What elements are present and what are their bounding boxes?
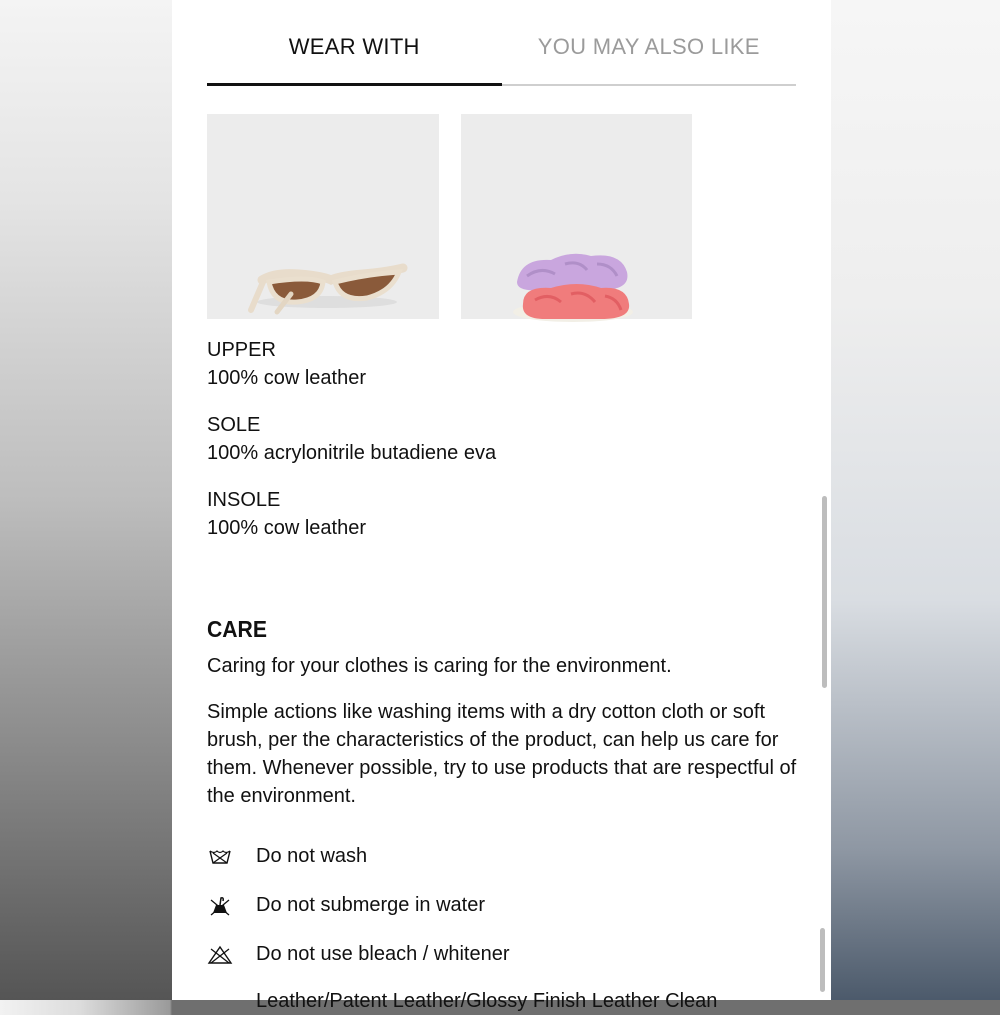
tab-wear-with[interactable] xyxy=(207,30,502,86)
care-intro: Caring for your clothes is caring for the environment. xyxy=(207,655,672,677)
care-item-label: Do not use bleach / whitener xyxy=(256,943,510,965)
care-item-do-not-submerge xyxy=(207,881,797,930)
composition-value: 100% acrylonitrile butadiene eva xyxy=(207,442,497,464)
related-tabs xyxy=(207,30,796,86)
care-item-label: Do not submerge in water xyxy=(256,894,486,916)
background-left xyxy=(0,0,172,1000)
product-card-scrunchies[interactable] xyxy=(461,114,692,319)
composition-section xyxy=(207,336,797,561)
scrollbar-thumb-secondary[interactable] xyxy=(820,928,825,992)
care-body: Simple actions like washing items with a dry cotton cloth or soft brush, per the characteristics of the product, can help us care for them. Whenever possible, try to use products that are respectful of the environment. xyxy=(207,701,797,807)
product-details-panel xyxy=(172,0,831,1012)
care-item-do-not-wash xyxy=(207,832,797,881)
product-card-sunglasses[interactable] xyxy=(207,114,439,319)
care-item-cut-off: Leather/Patent Leather/Glossy Finish Leather Clean xyxy=(256,990,718,1012)
care-instructions-list xyxy=(207,832,797,1012)
tab-wear-with-label: WEAR WITH xyxy=(288,34,420,59)
composition-value: 100% cow leather xyxy=(207,367,366,389)
do-not-wash-icon xyxy=(207,846,233,868)
do-not-bleach-icon xyxy=(207,944,233,966)
composition-insole xyxy=(207,486,797,542)
tab-you-may-also-like[interactable] xyxy=(502,30,797,86)
product-thumbnails xyxy=(207,114,692,319)
sunglasses-image xyxy=(207,114,439,319)
care-item-do-not-bleach xyxy=(207,930,797,979)
composition-title: UPPER xyxy=(207,339,276,361)
care-item-label: Do not wash xyxy=(256,845,368,867)
composition-title: SOLE xyxy=(207,414,261,436)
background-right xyxy=(830,0,1000,1000)
tab-you-may-also-like-underline xyxy=(502,84,797,86)
composition-upper xyxy=(207,336,797,392)
do-not-submerge-icon xyxy=(207,895,233,917)
tab-you-may-also-like-label: YOU MAY ALSO LIKE xyxy=(537,34,760,59)
scrollbar-thumb[interactable] xyxy=(822,496,827,688)
composition-title: INSOLE xyxy=(207,489,281,511)
composition-sole xyxy=(207,411,797,467)
care-title: CARE xyxy=(207,616,267,642)
tab-wear-with-underline xyxy=(207,83,502,86)
composition-value: 100% cow leather xyxy=(207,517,366,539)
care-section xyxy=(207,612,797,1012)
scrunchies-image xyxy=(461,114,692,319)
